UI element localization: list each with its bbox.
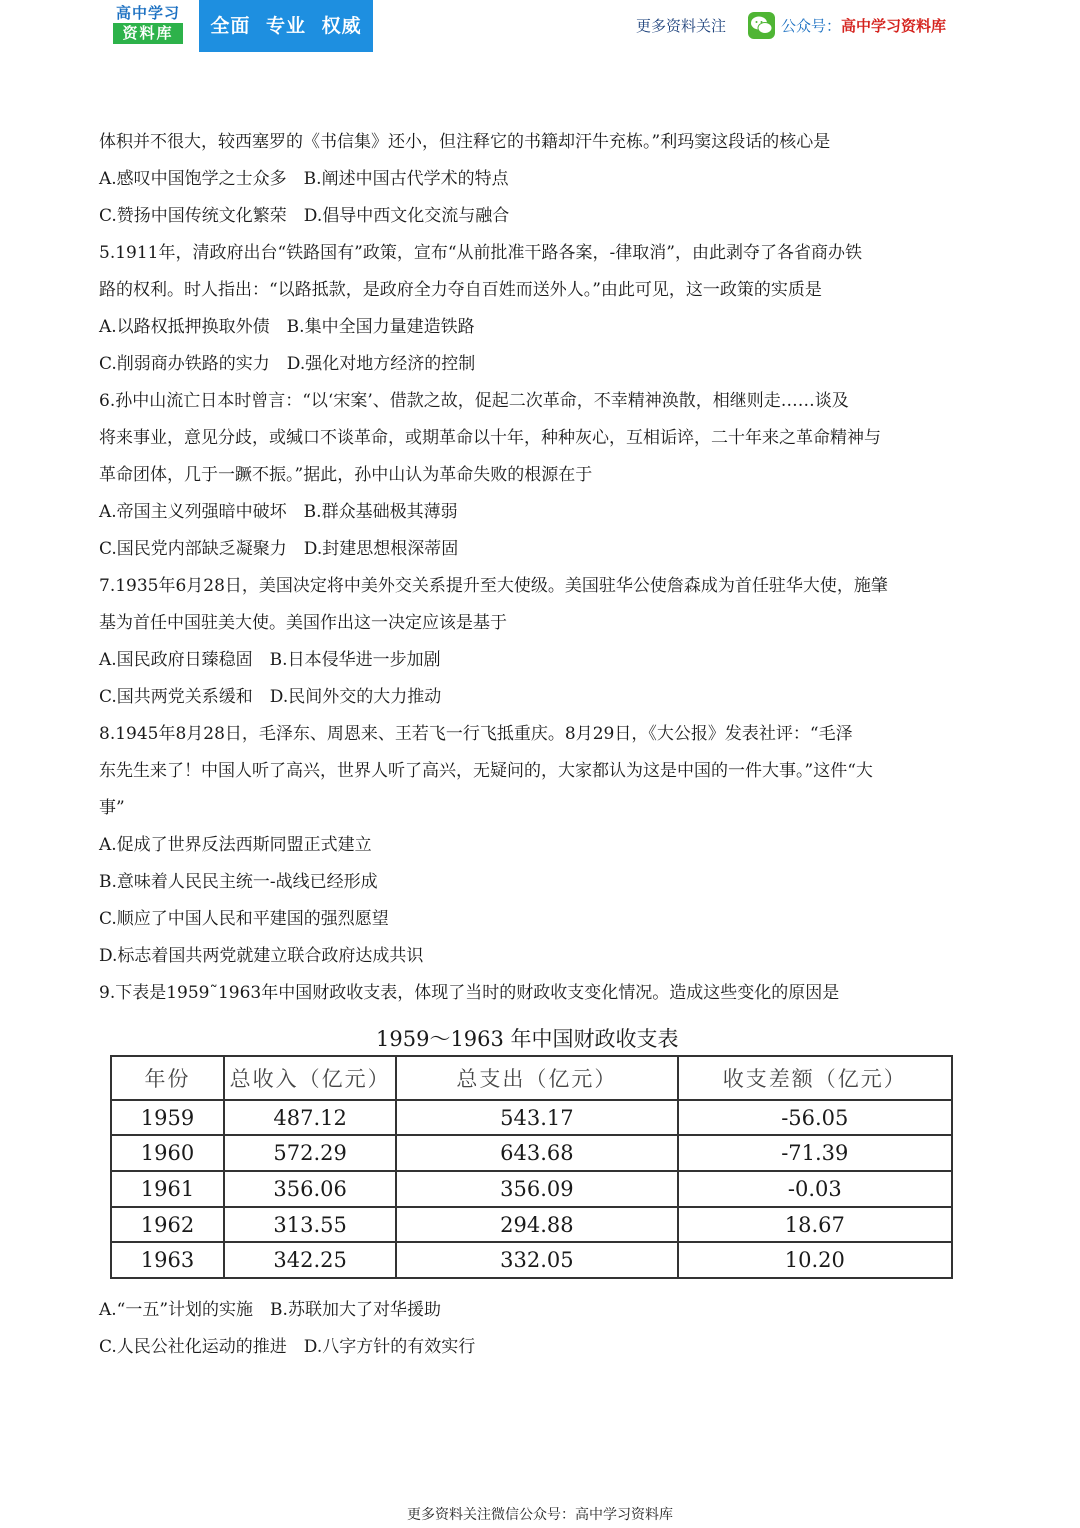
text-line: 革命团体，几于一蹶不振。”据此，孙中山认为革命失败的根源在于 — [99, 465, 593, 485]
header-cell: 总支出（亿元） — [396, 1056, 677, 1100]
logo-line-1: 高中学习 — [115, 4, 180, 22]
page-footer: 更多资料关注微信公众号：高中学习资料库 — [407, 1507, 673, 1523]
slogan-banner: 全面 专业 权威 — [199, 0, 373, 52]
table-cell: 1959 — [111, 1100, 224, 1136]
table-cell: 1962 — [111, 1207, 224, 1243]
table-cell: 18.67 — [678, 1207, 952, 1243]
table-cell: -71.39 — [678, 1135, 952, 1171]
text-line: 9.下表是1959˜1963年中国财政收支表，体现了当时的财政收支变化情况。造成这些变化的原因是 — [99, 983, 840, 1003]
text-line: C.赞扬中国传统文化繁荣 D.倡导中西文化交流与融合 — [99, 206, 510, 226]
table-cell: 1961 — [111, 1171, 224, 1207]
table-cell: 543.17 — [396, 1100, 677, 1136]
header-cell: 总收入（亿元） — [224, 1056, 396, 1100]
question-9-options — [99, 1292, 989, 1366]
table-cell: 643.68 — [396, 1135, 677, 1171]
text-line: A.“一五”计划的实施 B.苏联加大了对华援助 — [99, 1300, 441, 1320]
text-line: A.以路权抵押换取外债 B.集中全国力量建造铁路 — [99, 317, 475, 337]
table-cell: 487.12 — [224, 1100, 396, 1136]
table-cell: -0.03 — [678, 1171, 952, 1207]
table-cell: 342.25 — [224, 1242, 396, 1278]
text-line: 事” — [99, 798, 125, 818]
text-line: B.意味着人民民主统一-战线已经形成 — [99, 872, 378, 892]
table-row — [111, 1100, 952, 1136]
table-caption: 1959～1963 年中国财政收支表 — [376, 1027, 679, 1051]
text-line: D.标志着国共两党就建立联合政府达成共识 — [99, 946, 424, 966]
table-cell: 572.29 — [224, 1135, 396, 1171]
text-line: A.感叹中国饱学之士众多 B.阐述中国古代学术的特点 — [99, 169, 509, 189]
table-cell: 313.55 — [224, 1207, 396, 1243]
text-line: C.人民公社化运动的推进 D.八字方针的有效实行 — [99, 1337, 476, 1357]
table-row — [111, 1242, 952, 1278]
text-line: 6.孙中山流亡日本时曾言：“以‘宋案’、借款之故，促起二次革命，不幸精神涣散，相继则走……谈及 — [99, 391, 849, 411]
text-line: C.国共两党关系缓和 D.民间外交的大力推动 — [99, 687, 442, 707]
account-name: 高中学习资料库 — [841, 17, 947, 35]
table-cell: 1963 — [111, 1242, 224, 1278]
table-row — [111, 1171, 952, 1207]
text-line: 7.1935年6月28日，美国决定将中美外交关系提升至大使级。美国驻华公使詹森成为首任驻华大使，施肇 — [99, 576, 888, 596]
text-line: C.削弱商办铁路的实力 D.强化对地方经济的控制 — [99, 354, 476, 374]
question-text — [99, 124, 989, 1012]
table-header-row — [111, 1056, 952, 1100]
table-cell: 332.05 — [396, 1242, 677, 1278]
text-line: C.国民党内部缺乏凝聚力 D.封建思想根深蒂固 — [99, 539, 459, 559]
header-cell: 年份 — [111, 1056, 224, 1100]
page-header — [0, 0, 1080, 58]
account-label: 公众号： — [781, 17, 842, 35]
site-logo — [113, 3, 183, 47]
text-line: 5.1911年，清政府出台“铁路国有”政策，宣布“从前批准干路各案，-律取消”，由此剥夺了各省商办铁 — [99, 243, 862, 263]
account-info — [781, 14, 946, 38]
text-line: 体积并不很大，较西塞罗的《书信集》还小，但注释它的书籍却汗牛充栋。”利玛窦这段话的核心是 — [99, 132, 831, 152]
follow-text: 更多资料关注 — [636, 17, 727, 35]
text-line: 路的权利。时人指出：“以路抵款，是政府全力夺自百姓而送外人。”由此可见，这一政策的实质是 — [99, 280, 822, 300]
text-line: A.帝国主义列强暗中破坏 B.群众基础极其薄弱 — [99, 502, 458, 522]
table-cell: 356.06 — [224, 1171, 396, 1207]
table-cell: -56.05 — [678, 1100, 952, 1136]
text-line: 将来事业，意见分歧，或缄口不谈革命，或期革命以十年，种种灰心，互相诟谇，二十年来之革命精神与 — [99, 428, 881, 448]
text-line: 东先生来了！中国人听了高兴，世界人听了高兴，无疑问的，大家都认为这是中国的一件大事。”这件“大 — [99, 761, 873, 781]
table-cell: 294.88 — [396, 1207, 677, 1243]
logo-line-2: 资料库 — [113, 23, 183, 44]
table-cell: 1960 — [111, 1135, 224, 1171]
text-line: C.顺应了中国人民和平建国的强烈愿望 — [99, 909, 389, 929]
text-line: 8.1945年8月28日，毛泽东、周恩来、王若飞一行飞抵重庆。8月29日，《大公报》发表社评：“毛泽 — [99, 724, 853, 744]
table-cell: 10.20 — [678, 1242, 952, 1278]
text-line: A.国民政府日臻稳固 B.日本侵华进一步加剧 — [99, 650, 441, 670]
table-row — [111, 1135, 952, 1171]
table-cell: 356.09 — [396, 1171, 677, 1207]
wechat-icon — [748, 12, 775, 39]
text-line: 基为首任中国驻美大使。美国作出这一决定应该是基于 — [99, 613, 507, 633]
table-row — [111, 1207, 952, 1243]
header-cell: 收支差额（亿元） — [678, 1056, 952, 1100]
text-line: A.促成了世界反法西斯同盟正式建立 — [99, 835, 372, 855]
finance-table — [110, 1055, 953, 1279]
